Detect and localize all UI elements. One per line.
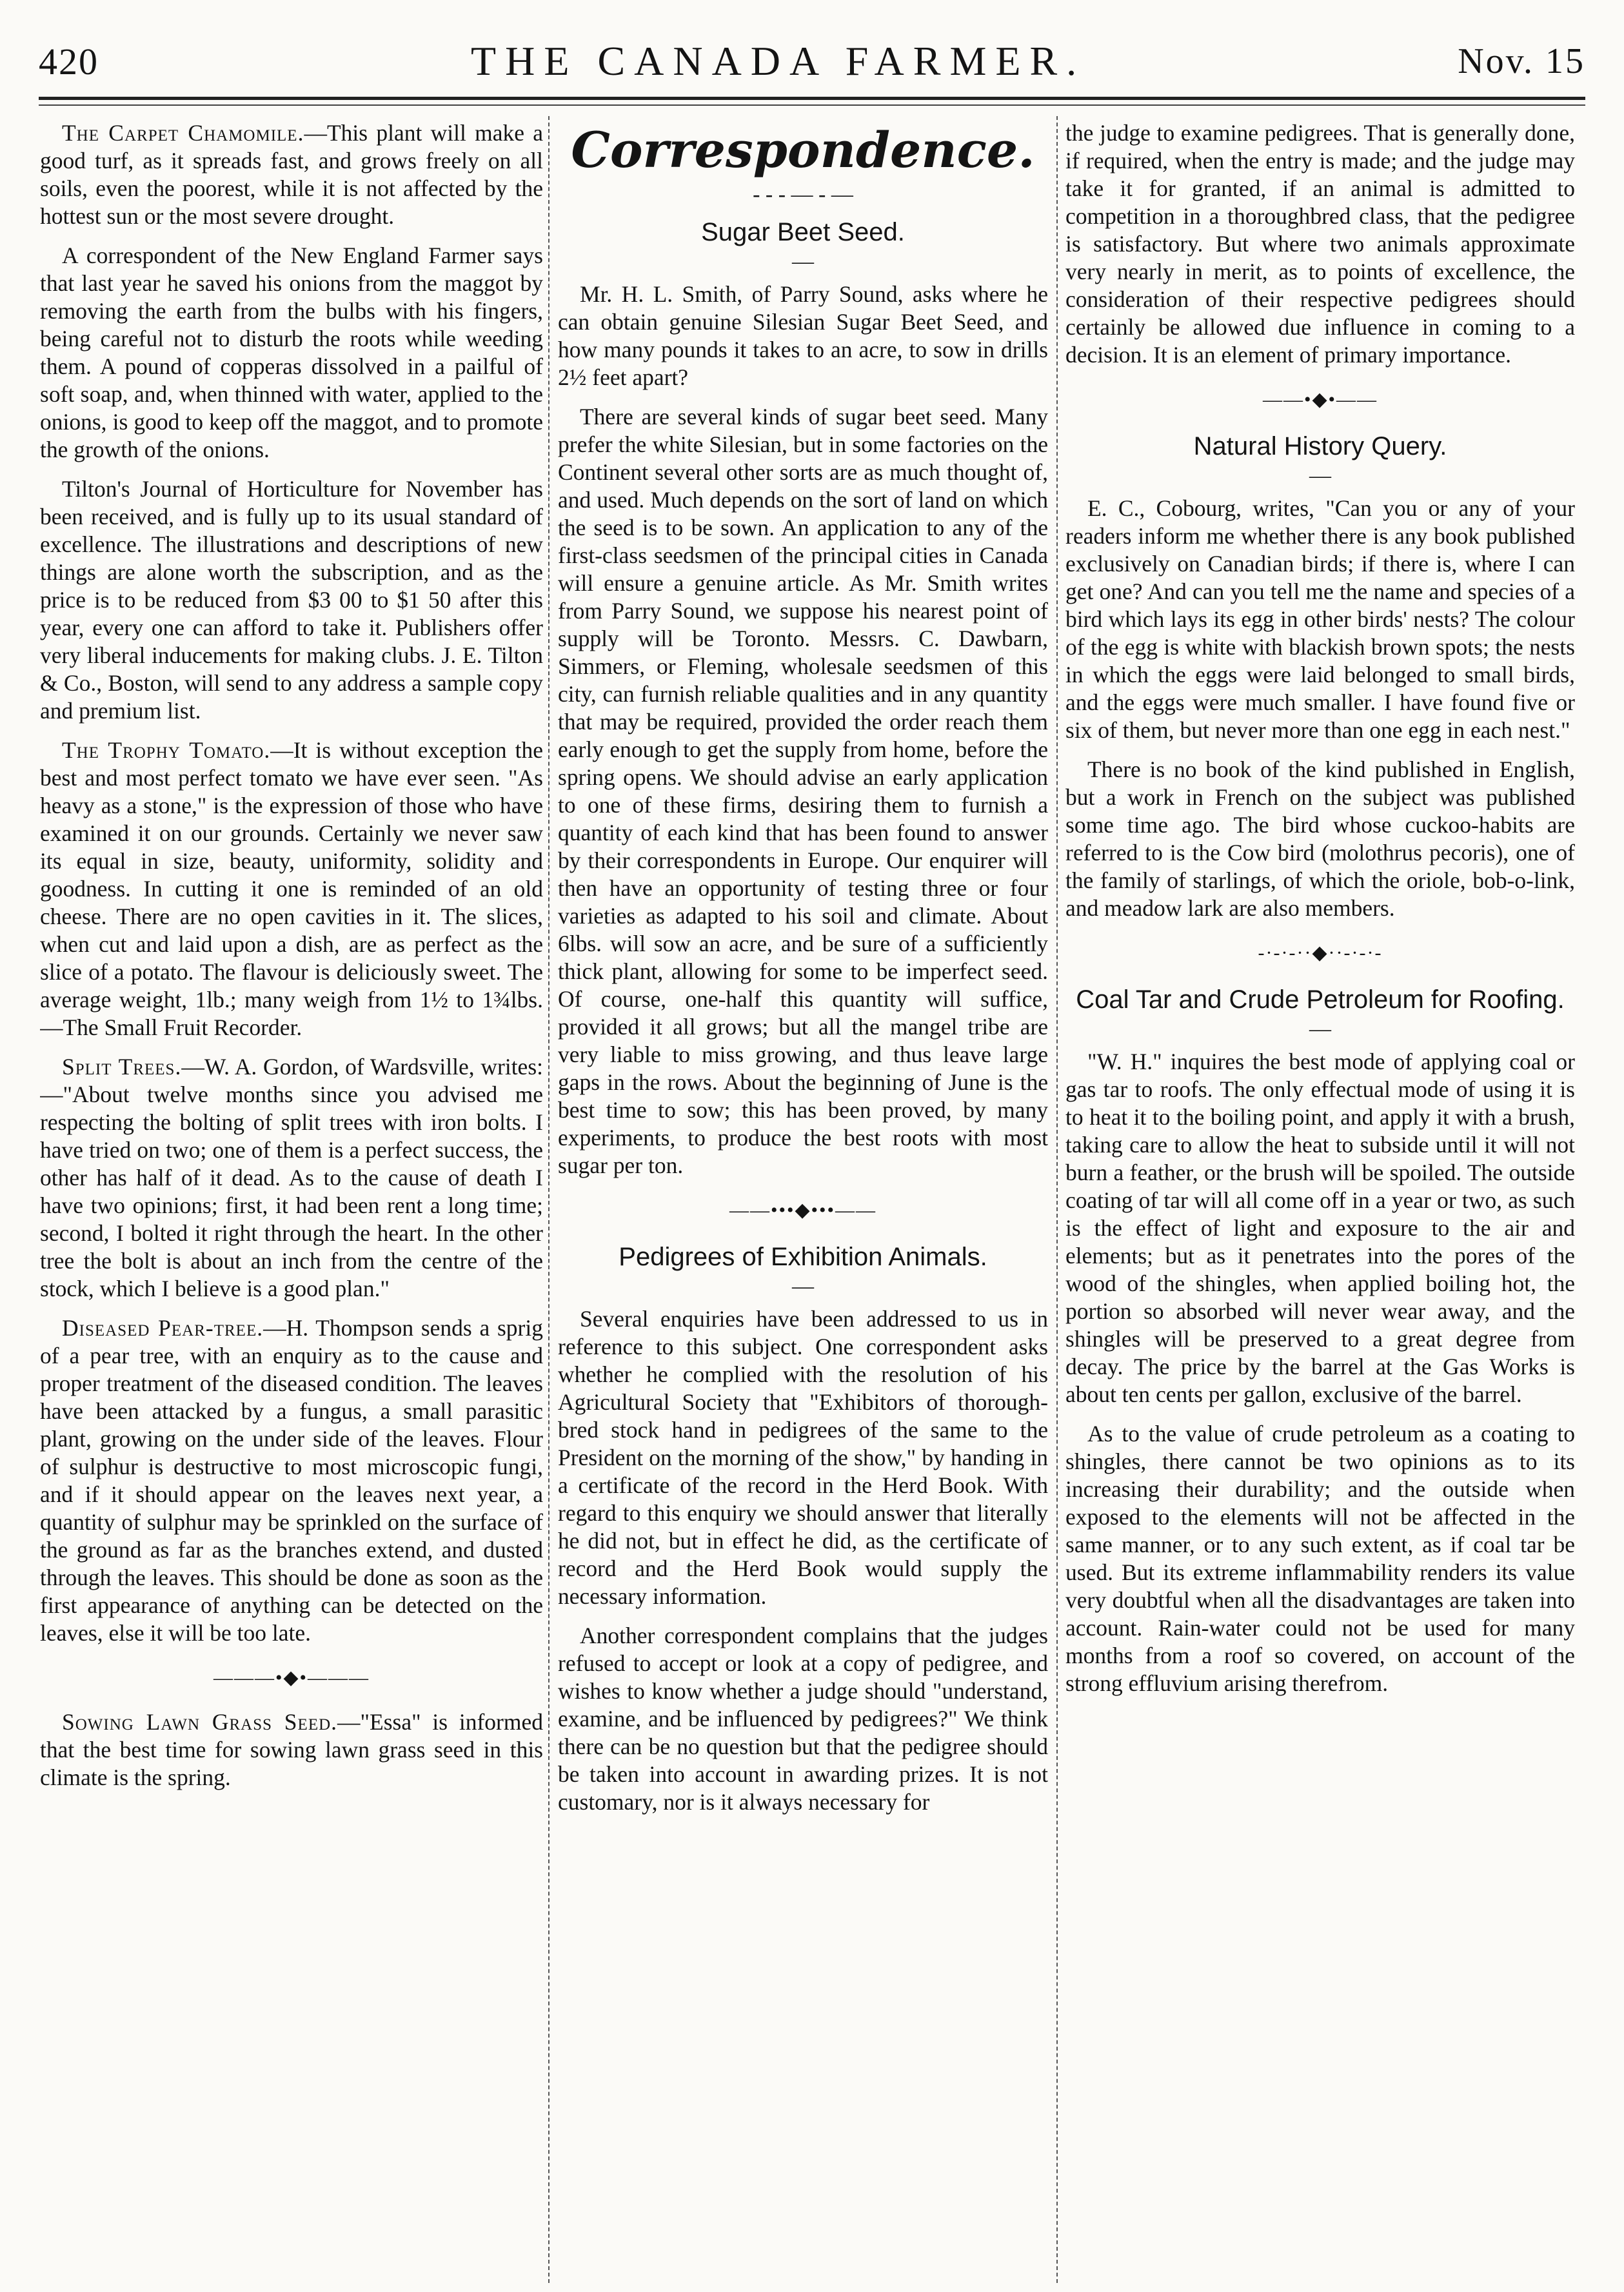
masthead-rule [39,97,1585,100]
paragraph-sugar-beet-question: Mr. H. L. Smith, of Parry Sound, asks where he can obtain genuine Silesian Sugar Beet Seed, and how many pounds it takes to an acre, to sow in drills 2½ feet apart? [558,281,1048,390]
heading-pedigrees: Pedigrees of Exhibition Animals. [619,1243,987,1271]
column-left [40,119,543,2267]
masthead-rule-thin [39,104,1585,106]
paragraph-pedigrees-1: Several enquiries have been addressed to us in reference to this subject. One correspondent asks whether he complied with the resolution of his Agricultural Society that "Exhibitors of thorough-bred stock hand in pedigrees of the same to the President on the morning of the show," by handing in a certificate of the record in the Herd Book. With regard to this enquiry we should answer that literally he did not, but in effect he did, as the certificate of record and the Herd Book would supply the necessary information. [558,1306,1048,1609]
item-text: —"Essa" is informed that the best time for sowing lawn grass seed in this climate is the spring. [40,1709,543,1790]
column-right [1065,119,1575,2267]
paragraph-diseased-pear-tree [40,1314,543,1647]
heading-dash: — [1309,464,1331,488]
page-number: 420 [39,40,99,83]
paragraph-tiltons-journal: Tilton's Journal of Horticulture for November has been received, and is fully up to its usual standard of excellence. The illustrations and descriptions of new things are alone worth the subscription, and as the price is to be reduced from $3 00 to $1 50 after this year, every one can afford to take it. Publishers offer very liberal inducements for making clubs. J. E. Tilton & Co., Boston, will send to any address a sample copy and premium list. [40,476,543,724]
paragraph-onions: A correspondent of the New England Farmer says that last year he saved his onions from the maggot by removing the earth from the bulbs with his fingers, being careful not to disturb the roots while weeding them. A pound of copperas dissolved in a pailful of soft soap, and, when thinned with water, applied to the onions, is good to keep off the maggot, and to promote the growth of the onions. [40,242,543,462]
item-text: —H. Thompson sends a sprig of a pear tree, with an enquiry as to the cause and proper treatment of the diseased condition. The leaves have been attacked by a fungus, a small parasitic plant, growing on the under side of the leaves. Flour of sulphur is destructive to most microscopic fungi, and if it should appear on the leaves next year, a quantity of sulphur may be sprinkled on the surface of the ground as far as the branches extend, and dusted through the leaves. This should be done as soon as the first appearance of anything can be detected on the leaves, else it will be too late. [40,1315,543,1646]
issue-date: Nov. 15 [1458,41,1585,81]
paragraph-petroleum: As to the value of crude petroleum as a coating to shingles, there cannot be two opinions as to its increasing their durability; and the outside when exposed to the elements will not be affected in the same manner, or to any such extent, as if coal tar be used. But its extreme inflammability renders its value very doubtful when all the disadvantages are taken into account. Rain-water could not be used for many months from a roof so covered, on account of the strong effluvium arising therefrom. [1065,1421,1575,1696]
column-divider [548,116,550,2283]
title-dash-rule: - - - — - — [753,183,853,206]
section-ornament: ———•◆•——— [213,1667,370,1688]
heading-dash: — [1309,1017,1331,1041]
heading-dash: — [792,1274,814,1298]
heading-natural-history: Natural History Query. [1193,432,1447,460]
paragraph-pedigrees-2: Another correspondent complains that the judges refused to accept or look at a copy of pedigree, and wishes to know whether a judge should "understand, examine, and be influenced by pedigrees?" We think there can be no question but that the pedigree should be taken into account in awarding prizes. It is not customary, nor is it always necessary for [558,1623,1048,1815]
item-text: —It is without exception the best and most perfect tomato we have ever seen. "As heavy as a stone," is the expression of those who have examined it on our grounds. Certainly we never saw its equal in size, beauty, uniformity, solidity and goodness. In cutting it one is reminded of an old cheese. There are no open cavities in it. The slices, when cut and laid upon a dish, are as perfect as the slice of a potato. The flavour is deliciously sweet. The average weight, 1lb.; many weigh from 1½ to 1¾lbs.—The Small Fruit Recorder. [40,737,543,1040]
paragraph-coal-tar: "W. H." inquires the best mode of applying coal or gas tar to roofs. The only effectual mode of using it is to heat it to the boiling point, and apply it with a brush, taking care to allow the heat to subside until it will not burn a feather, or the brush will be spoiled. The outside coating of tar will all come off in a year or two, as such is the effect of light and exposure to the air and elements; but as it penetrates into the pores of the wood of the shingles, when applied boiling hot, the portion so absorbed will never wear away, and the shingles will be preserved to a great degree from decay. The price by the barrel at the Gas Works is about ten cents per gallon, exclusive of the barrel. [1065,1049,1575,1407]
paragraph-carpet-chamomile [40,119,543,230]
item-lead: Split Trees. [62,1054,182,1080]
heading-sugar-beet-seed: Sugar Beet Seed. [701,218,905,246]
item-lead: The Trophy Tomato. [62,737,271,763]
item-text: —W. A. Gordon, of Wardsville, writes:—"About twelve months since you advised me respecting the bolting of split trees with iron bolts. I have tried on two; one of them is a perfect success, the other has half of it dead. As to the cause of death I have two opinions; first, it had been rent a long time; second, I bolted it right through the heart. In the other tree the bolt is about an inch from the centre of the stock, which I believe is a good plan." [40,1054,543,1301]
section-ornament: ——•◆•—— [1262,389,1378,410]
paragraph-pedigrees-continued: the judge to examine pedigrees. That is generally done, if required, when the entry is made; and the judge may take it for granted, if an animal is admitted to competition in a thoroughbred class, that the pedigree is satisfactory. But where two animals approximate very nearly in merit, as to points of excellence, the consideration of their respective pedigrees should certainly be allowed due influence in coming to a decision. It is an element of primary importance. [1065,120,1575,368]
masthead [39,32,1585,90]
section-ornament: -·-·-··◆··-·-·- [1258,942,1383,963]
newspaper-title: THE CANADA FARMER. [471,38,1086,84]
paragraph-sugar-beet-answer: There are several kinds of sugar beet seed. Many prefer the white Silesian, but in some factories on the Continent several other sorts are as much thought of, and used. Much depends on the sort of land on which the seed is to be sown. An application to any of the first-class seedsmen of the principal cities in Canada will ensure a genuine article. As Mr. Smith writes from Parry Sound, we suppose his nearest point of supply will be Toronto. Messrs. C. Dawbarn, Simmers, or Fleming, wholesale seedsmen of this city, can furnish reliable qualities and in any quantity that may be required, provided the order reach them early enough to get the supply from home, before the spring opens. We should advise an early application to one of these firms, desiring them to furnish a quantity of each kind that has been found to answer by their correspondents in Europe. Our enquirer will then have an opportunity of testing three or four varieties as adapted to his soil and climate. About 6lbs. will sow an acre, and be sure of a sufficiently thick plant, allowing for some to be imperfect seed. Of course, one-half this quantity will suffice, provided it all grows; but all the mangel tribe are very liable to miss growing, and thus leave large gaps in the rows. About the beginning of June is the best time to sow; this has been proved, by many experiments, to produce the best roots with most sugar per ton. [558,404,1048,1178]
heading-coal-tar: Coal Tar and Crude Petroleum for Roofing. [1076,985,1565,1014]
item-lead: Diseased Pear-tree. [62,1315,264,1341]
item-lead: The Carpet Chamomile. [62,120,304,146]
section-title: Correspondence. [571,121,1035,179]
item-lead: Sowing Lawn Grass Seed. [62,1709,338,1735]
paragraph-lawn-grass [40,1708,543,1792]
column-middle [558,119,1048,2267]
paragraph-trophy-tomato [40,736,543,1042]
paragraph-bird-query: E. C., Cobourg, writes, "Can you or any of your readers inform me whether there is any book published exclusively on Canadian birds; if there is, where I can get one? And can you tell me the name and species of a bird which lays its egg in other birds' nests? The colour of the egg is white with blackish brown spots; the nests in which the eggs were laid belonged to small birds, and the eggs were much smaller. I have found five or six of them, but never more than one egg in each nest." [1065,495,1575,743]
heading-dash: — [792,250,814,273]
column-divider [1056,116,1058,2283]
paragraph-split-trees [40,1053,543,1303]
paragraph-bird-answer: There is no book of the kind published in English, but a work in French on the subject was published some time ago. The bird whose cuckoo-habits are referred to is the Cow bird (molothrus pecoris), one of the family of starlings, of which the oriole, bob-o-link, and meadow lark are also members. [1065,756,1575,921]
item-text: —This plant will make a good turf, as it spreads fast, and grows freely on all soils, even the poorest, while it is not affected by the hottest sun or the most severe drought. [40,120,543,229]
section-ornament: ——•••◆•••—— [729,1200,877,1221]
